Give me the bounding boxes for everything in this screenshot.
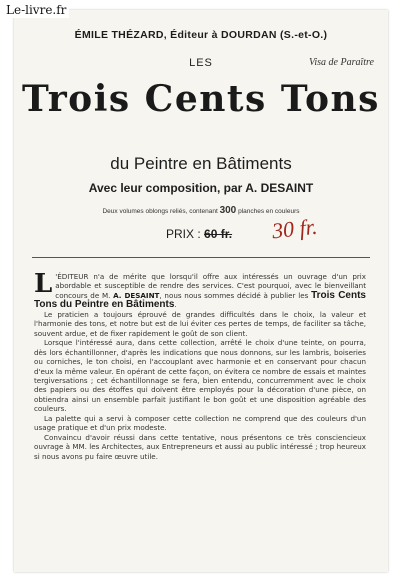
- paragraph-palette: La palette qui a servi à composer cette collection ne comprend que des couleurs d'un usage pratique et d'un prix modeste.: [34, 413, 366, 433]
- document-page: [14, 10, 388, 572]
- p1-book-title: Trois Cents Tons du Peintre en Bâtiments: [34, 289, 366, 311]
- subtitle: du Peintre en Bâtiments: [110, 154, 292, 173]
- visa-stamp: Visa de Paraître: [309, 57, 374, 68]
- p1-part-a: 'ÉDITEUR n'a de mérite que lorsqu'il offre aux intéressés un ouvrage d'un prix abordable et susceptible de rendre des services. C'est pourquoi, avec le bienveillant concours de M.: [55, 272, 366, 300]
- publisher-line: ÉMILE THÉZARD, Éditeur à DOURDAN (S.-et-O.): [74, 29, 328, 41]
- price-label: PRIX :: [166, 227, 201, 241]
- paragraph-lorsque: Lorsque l'intéressé aura, dans cette collection, arrêté le choix d'une teinte, on pourra, dès lors échantillonner, d'après les indications que nous donnons, sur les lambris, boiseries ou corniches, le ton choisi, en l'accouplant avec harmonie et en conservant pour chacun d'eux la même valeur. En opérant de cette façon, on évitera ce nombre de essais et maintes tergiversations ; cet échantillonnage se fera, bien entendu, concurremment avec le choix des papiers ou des étoffes qui doivent être employés pour la décoration d'une pièce, on obtiendra ainsi un ensemble parfait justifiant le bon goût et une disposition agréable des couleurs.: [34, 338, 366, 414]
- les-label: LES: [189, 57, 213, 69]
- volumes-after: planches en couleurs: [238, 208, 300, 215]
- author-name: A. DESAINT: [245, 181, 314, 195]
- paragraph-intro: [34, 269, 366, 311]
- price-handwritten: 30 fr.: [270, 213, 319, 244]
- paragraph-praticien: Le praticien a toujours éprouvé de grandes difficultés dans le choix, la valeur et l'harmonie des tons, et notre but est de lui éviter ces pertes de temps, de faciliter sa tâche, souvent ardue, et de fixer rapidement le goût de son client.: [34, 309, 366, 338]
- p1-part-b: , nous nous sommes décidé à publier les: [159, 290, 312, 300]
- price-line: [166, 227, 232, 241]
- dropcap-letter: L: [34, 269, 53, 299]
- p1-part-c: .: [174, 300, 177, 310]
- main-title: Trois Cents Tons: [22, 78, 380, 120]
- watermark-logo: Le-livre.fr: [3, 2, 69, 18]
- volumes-count: 300: [219, 205, 237, 216]
- body-text: [34, 269, 366, 461]
- p1-author: A. DESAINT: [113, 290, 160, 300]
- composition-line: [14, 181, 388, 195]
- composition-prefix: Avec leur composition, par: [88, 181, 243, 195]
- divider-rule: [32, 257, 370, 258]
- volumes-line: [14, 205, 388, 216]
- volumes-before: Deux volumes oblongs reliés, contenant: [102, 208, 218, 215]
- price-old-struck: 60 fr.: [204, 227, 233, 241]
- paragraph-convaincu: Convaincu d'avoir réussi dans cette tentative, nous présentons ce très consciencieux ouvrage à MM. les Architectes, aux Entrepreneurs et aussi au public intéressé ; trop heureux si nous avons pu faire œuvre utile.: [34, 432, 366, 461]
